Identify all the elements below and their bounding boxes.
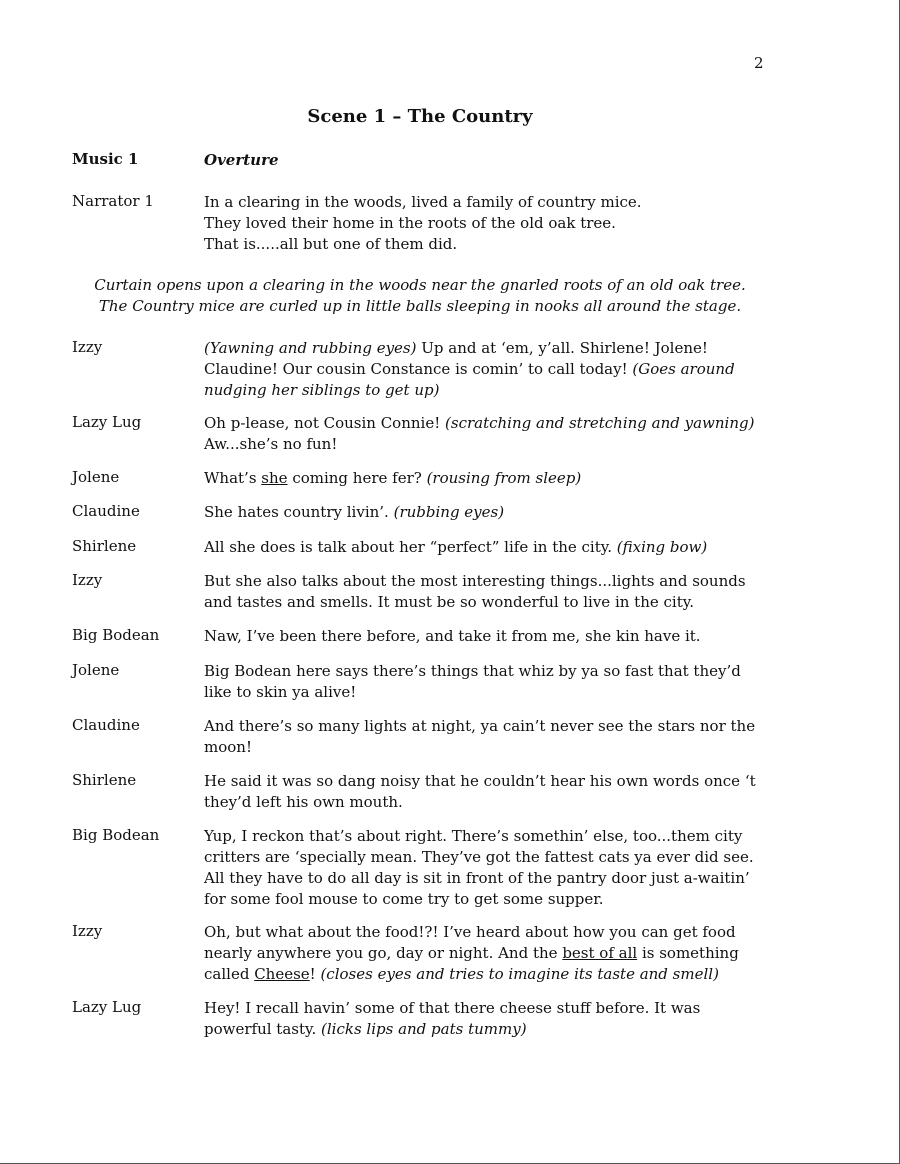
dialogue-text: He said it was so dang noisy that he couldn’t hear his own words once ‘t they’d left his own mouth. [204,772,756,811]
speaker-name: Claudine [72,716,140,734]
dialogue-text: Big Bodean here says there’s things that whiz by ya so fast that they’d like to skin ya alive! [204,662,741,701]
spoken-text: Oh p-lease, not Cousin Connie! [204,414,446,432]
speaker-name: Big Bodean [72,826,160,844]
narrator-line: They loved their home in the roots of the old oak tree. [204,214,616,232]
dialogue-text: Naw, I’ve been there before, and take it from me, she kin have it. [204,627,701,645]
stage-direction-line: Curtain opens upon a clearing in the woods near the gnarled roots of an old oak tree. [94,276,746,294]
spoken-text: Hey! I recall havin’ some of that there cheese stuff before. It was powerful tasty. [204,999,701,1038]
dialogue-text [204,338,764,401]
dialogue-text [204,502,764,523]
narrator-lines [204,192,764,255]
spoken-text: She hates country livin’. [204,503,394,521]
emphasized-word: Cheese [254,965,310,983]
speaker-name: Izzy [72,338,103,356]
music-title: Overture [204,151,279,169]
speaker-name: Big Bodean [72,626,160,644]
page-number: 2 [754,54,764,72]
stage-direction-inline: (Yawning and rubbing eyes) [204,339,417,357]
speaker-name: Shirlene [72,771,137,789]
stage-direction-inline: (Goes around nudging her siblings to get up) [204,360,735,399]
emphasized-word: she [261,469,288,487]
speaker-name: Jolene [72,468,120,486]
spoken-text: Oh, but what about the food!?! I’ve heard about how you can get food nearly anywhere you go, day or night. And the [204,923,736,962]
stage-direction-inline: (closes eyes and tries to imagine its taste and smell) [320,965,719,983]
emphasized-word: best of all [562,944,638,962]
speaker-name: Narrator 1 [72,192,154,210]
dialogue-text [204,537,764,558]
narrator-line: That is.....all but one of them did. [204,235,458,253]
stage-direction-line: The Country mice are curled up in little balls sleeping in nooks all around the stage. [98,297,742,315]
stage-direction-inline: (fixing bow) [616,538,708,556]
narrator-line: In a clearing in the woods, lived a family of country mice. [204,193,642,211]
dialogue-text: But she also talks about the most interesting things...lights and sounds and tastes and smells. It must be so wonderful to live in the city. [204,572,746,611]
stage-direction-inline: (scratching and stretching and yawning) [445,414,755,432]
spoken-text: All she does is talk about her “perfect” life in the city. [204,538,617,556]
speaker-name: Izzy [72,922,103,940]
music-label: Music 1 [72,150,139,168]
spoken-text: is something called [204,944,739,983]
dialogue-text [204,922,764,985]
spoken-text: ! [309,965,321,983]
speaker-name: Lazy Lug [72,998,142,1016]
speaker-name: Jolene [72,661,120,679]
speaker-name: Izzy [72,571,103,589]
stage-direction-inline: (rousing from sleep) [426,469,582,487]
stage-direction-inline: (licks lips and pats tummy) [321,1020,527,1038]
speaker-name: Lazy Lug [72,413,142,431]
stage-direction-inline: (rubbing eyes) [393,503,505,521]
spoken-text: Up and at ‘em, y’all. Shirlene! Jolene! Claudine! Our cousin Constance is comin’ to call today! [204,339,708,378]
spoken-text: coming here fer? [287,469,427,487]
speaker-name: Shirlene [72,537,137,555]
dialogue-text [204,413,764,455]
speaker-name: Claudine [72,502,140,520]
spoken-text: Aw...she’s no fun! [204,435,338,453]
dialogue-text: Yup, I reckon that’s about right. There’s somethin’ else, too...them city critters are ‘specially mean. They’ve got the fattest cats ya ever did see. All they have to do all day is sit in front of the pantry door just a-waitin’ for some fool mouse to come try to get some supper. [204,827,754,908]
dialogue-text [204,998,764,1040]
scene-title: Scene 1 – The Country [307,106,533,127]
spoken-text: What’s [204,469,262,487]
dialogue-text [204,468,764,489]
dialogue-text: And there’s so many lights at night, ya cain’t never see the stars nor the moon! [204,717,756,756]
stage-direction [60,275,780,317]
